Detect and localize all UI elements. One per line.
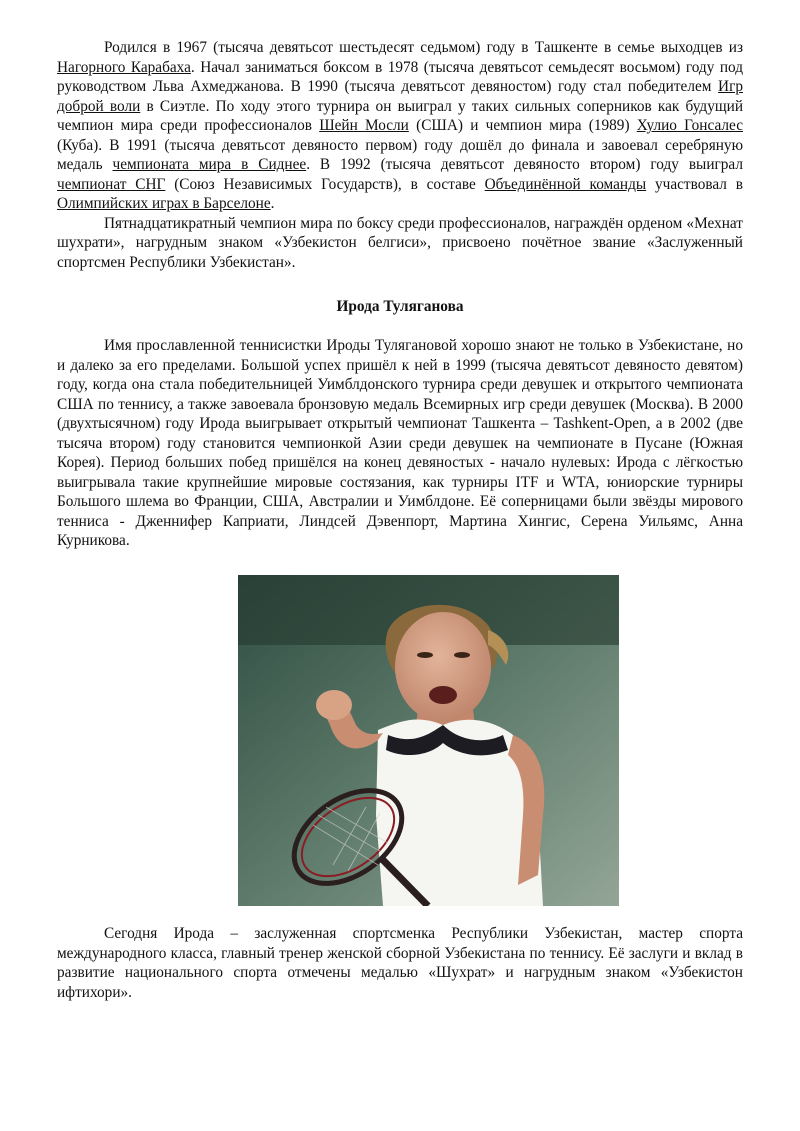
bio-section-tennis: [57, 336, 743, 551]
link-goodwill-games[interactable]: Игр доброй воли: [57, 78, 743, 115]
paragraph: Пятнадцатикратный чемпион мира по боксу среди профессионалов, награждён орденом «Мехнат шухрати», нагрудным знаком «Узбекистон белгиси», присвоено почётное звание «Заслуженный спортсмен Республики Узбекистан».: [57, 214, 743, 271]
text-run: (США) и чемпион мира (1989): [408, 117, 637, 134]
tennis-player-photo: [238, 575, 619, 906]
paragraph: Сегодня Ирода – заслуженная спортсменка Республики Узбекистан, мастер спорта международного класса, главный тренер женской сборной Узбекистана по теннису. Её заслуги и вклад в развитие национального спорта отмечены медалью «Шухрат» и нагрудным знаком «Узбекистон ифтихори».: [57, 925, 743, 1001]
text-run: в Сиэтле. По ходу этого турнира он выиграл у таких сильных соперников как будущий чемпион мира среди профессионалов: [57, 97, 744, 134]
link-julio-gonzalez[interactable]: Хулио Гонсалес: [636, 117, 743, 134]
bio-section-today: [57, 924, 743, 1002]
link-nagorno-karabakh[interactable]: Нагорного Карабаха: [57, 58, 191, 76]
text-run: участвовал в: [646, 175, 743, 193]
text-run: Родился в 1967 (тысяча девятьсот шестьдесят седьмом) году в Ташкенте в семье выходцев из: [104, 39, 743, 56]
text-run: . В 1992 (тысяча девятьсот девяносто втором) году выиграл: [306, 156, 743, 173]
text-run: .: [270, 195, 275, 212]
text-run: . Начал заниматься боксом в 1978 (тысяча девятьсот семьдесят восьмом) году под руководством Льва Ахмеджанова. В 1990 (тысяча девятьсот девяностом) году стал победителем: [57, 58, 743, 95]
section-heading: Ирода Туляганова: [336, 298, 464, 315]
link-unified-team[interactable]: Объединённой команды: [484, 175, 647, 193]
bio-section-boxer: [57, 38, 743, 272]
paragraph: Имя прославленной теннисистки Ироды Тулягановой хорошо знают не только в Узбекистане, но и далеко за его пределами. Большой успех пришёл к ней в 1999 (тысяча девятьсот девяносто девятом) году, когда она стала победительницей Уимблдонского турнира среди девушек и открытого чемпионата США по теннису, а также завоевала бронзовую медаль Всемирных игр среди девушек (Москва). В 2000 (двухтысячном) году Ирода выигрывает открытый чемпионат Ташкента – Tashkent-Open, а в 2002 (две тысяча втором) году становится чемпионкой Азии среди девушек на чемпионате в Пусане (Южная Корея). Период больших побед пришёлся на конец девяностых - начало нулевых: Ирода с лёгкостью выигрывала такие крупнейшие мировые состязания, как турниры ITF и WTA, юниорские турниры Большого шлема во Франции, США, Австралии и Уимблдоне. Её соперницами были звёзды мирового тенниса - Дженнифер Каприати, Линдсей Дэвенпорт, Мартина Хингис, Серена Уильямс, Анна Курникова.: [57, 337, 743, 549]
paragraph: [57, 38, 743, 214]
link-barcelona-olympics[interactable]: Олимпийских играх в Барселоне: [57, 195, 271, 212]
link-cis-championship[interactable]: чемпионат СНГ: [57, 175, 166, 193]
text-run: (Союз Независимых Государств), в составе: [165, 175, 485, 193]
link-shane-mosley[interactable]: Шейн Мосли: [319, 117, 409, 134]
text-run: (Куба). В 1991 (тысяча девятьсот девяносто первом) году дошёл до финала и завоевал серебряную медаль: [57, 136, 743, 173]
link-world-championship-sydney[interactable]: чемпионата мира в Сиднее: [112, 156, 307, 173]
